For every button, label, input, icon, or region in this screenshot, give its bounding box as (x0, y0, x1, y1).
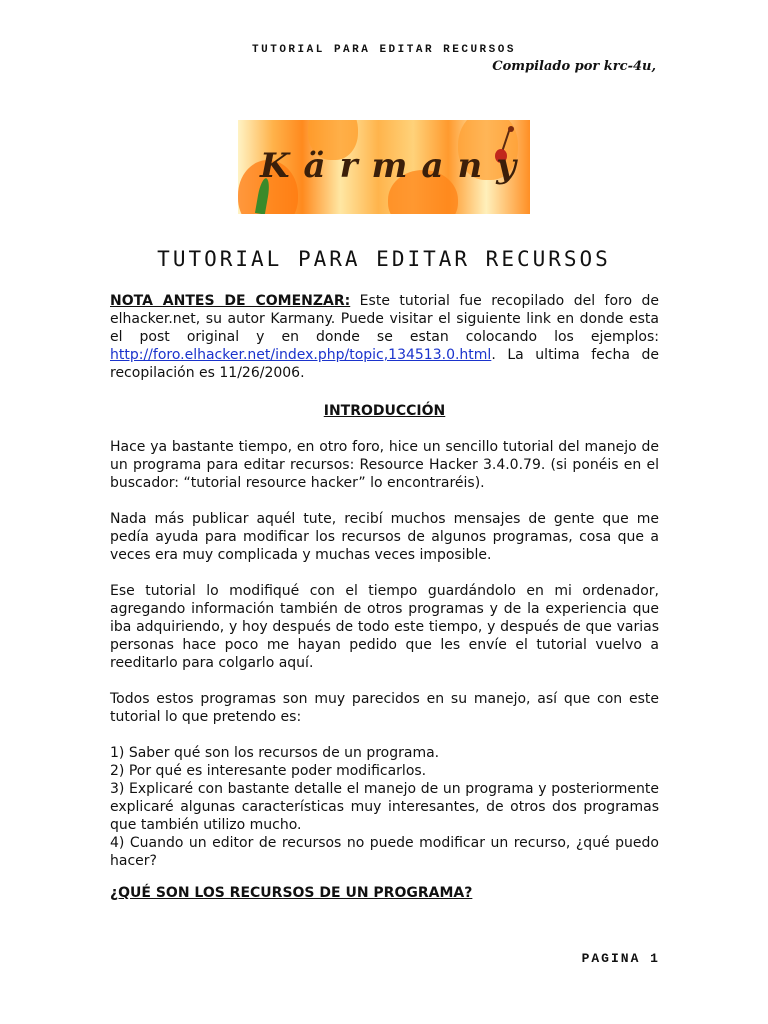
karmany-logo (238, 120, 530, 214)
intro-heading: INTRODUCCIÓN (323, 403, 446, 419)
list-item: 4) Cuando un editor de recursos no puede modificar un recurso, ¿qué puedo hacer? (110, 835, 659, 869)
compiled-by: Compilado por krc-4u, (492, 59, 656, 74)
list-item: 1) Saber qué son los recursos de un programa. (110, 745, 440, 761)
page-title: TUTORIAL PARA EDITAR RECURSOS (157, 247, 611, 271)
note-text-2: . La ultima fecha de recopilación es 11/26/2006. (110, 347, 659, 381)
paragraph: Ese tutorial lo modifiqué con el tiempo guardándolo en mi ordenador, agregando información también de otros programas y de la experiencia que iba adquiriendo, y hoy después de todo este tiempo, y después de que varias personas hace poco me hayan pedido que les envíe el tutorial vuelvo a reeditarlo para colgarlo aquí. (110, 583, 659, 671)
note-text-1: Este tutorial fue recopilado del foro de elhacker.net, su autor Karmany. Puede visitar el siguiente link en donde esta el post original y en donde se estan colocando los ejemplos: (110, 293, 659, 345)
list-item: 2) Por qué es interesante poder modificarlos. (110, 763, 427, 779)
paragraph: Hace ya bastante tiempo, en otro foro, hice un sencillo tutorial del manejo de un programa para editar recursos: Resource Hacker 3.4.0.79. (si ponéis en el buscador: “tutorial resource hacker” lo encontraréis). (110, 439, 659, 491)
running-title: TUTORIAL PARA EDITAR RECURSOS (252, 44, 516, 56)
goals-list (110, 744, 659, 870)
logo-wordmark: Kärmany (260, 146, 530, 186)
list-item: 3) Explicaré con bastante detalle el manejo de un programa y posteriormente explicaré algunas características muy interesantes, de otros dos programas que también utilizo mucho. (110, 781, 659, 833)
page-number: PAGINA 1 (581, 951, 660, 966)
note-paragraph (110, 292, 659, 382)
document-body (110, 292, 659, 902)
note-label: NOTA ANTES DE COMENZAR: (110, 293, 351, 309)
paragraph: Nada más publicar aquél tute, recibí muchos mensajes de gente que me pedía ayuda para modificar los recursos de algunos programas, cosa que a veces era muy complicada y muchas veces imposible. (110, 511, 659, 563)
paragraph: Todos estos programas son muy parecidos en su manejo, así que con este tutorial lo que pretendo es: (110, 691, 659, 725)
section-heading: ¿QUÉ SON LOS RECURSOS DE UN PROGRAMA? (110, 885, 473, 901)
source-link[interactable]: http://foro.elhacker.net/index.php/topic,134513.0.html (110, 347, 492, 363)
